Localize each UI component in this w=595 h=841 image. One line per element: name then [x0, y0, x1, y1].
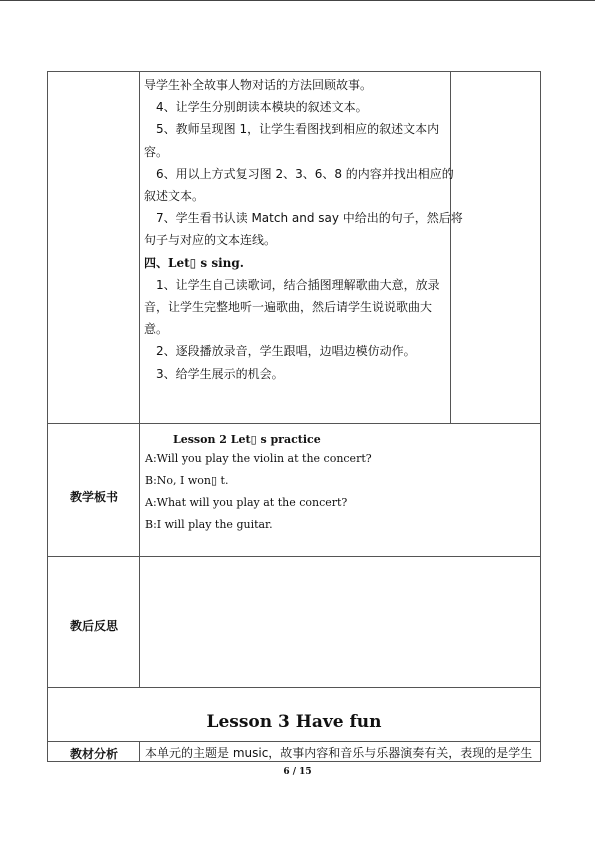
blackboard-content — [145, 432, 435, 536]
section-heading: 四、Let▯ s sing. — [144, 255, 244, 270]
page-number: 6 / 15 — [283, 767, 312, 777]
analysis-label: 教材分析 — [69, 747, 118, 761]
step-line: 导学生补全故事人物对话的方法回顾故事。 — [144, 78, 373, 92]
step-line: 7、学生看书认读 Match and say 中给出的句子，然后将 — [156, 211, 463, 226]
row-divider-1 — [47, 423, 541, 424]
board-label: 教学板书 — [69, 490, 118, 504]
step-line: 2、逐段播放录音，学生跟唱，边唱边模仿动作。 — [156, 344, 416, 359]
step-line: 6、用以上方式复习图 2、3、6、8 的内容并找出相应的 — [156, 166, 454, 181]
step-line: 意。 — [144, 322, 169, 337]
row-divider-3 — [47, 687, 541, 688]
board-line: A:Will you play the violin at the concert? — [145, 452, 372, 465]
step-line: 句子与对应的文本连线。 — [144, 233, 277, 248]
board-line: B:I will play the guitar. — [145, 518, 273, 531]
step-line: 1、让学生自己读歌词，结合插图理解歌曲大意，放录 — [156, 277, 440, 292]
reflection-label: 教后反思 — [69, 619, 118, 633]
teaching-steps — [144, 74, 463, 385]
step-line: 音，让学生完整地听一遍歌曲，然后请学生说说歌曲大 — [144, 300, 433, 315]
board-line: B:No, I won▯ t. — [145, 474, 229, 487]
step-line: 叙述文本。 — [144, 189, 205, 204]
column-divider-left — [139, 71, 140, 687]
step-line: 容。 — [144, 144, 169, 159]
analysis-text: 本单元的主题是 music，故事内容和音乐与乐器演奏有关，表现的是学生 — [145, 746, 533, 760]
row-divider-4 — [47, 741, 541, 742]
board-title: Lesson 2 Let▯ s practice — [173, 433, 321, 446]
board-line: A:What will you play at the concert? — [145, 496, 348, 509]
step-line: 5、教师呈现图 1，让学生看图找到相应的叙述文本内 — [156, 122, 440, 137]
step-line: 4、让学生分别朗读本模块的叙述文本。 — [156, 100, 368, 115]
page-top-rule — [0, 0, 595, 1]
column-divider-right — [450, 71, 451, 423]
row-divider-2 — [47, 556, 541, 557]
lesson3-title: Lesson 3 Have fun — [206, 712, 382, 732]
step-line: 3、给学生展示的机会。 — [156, 366, 284, 381]
